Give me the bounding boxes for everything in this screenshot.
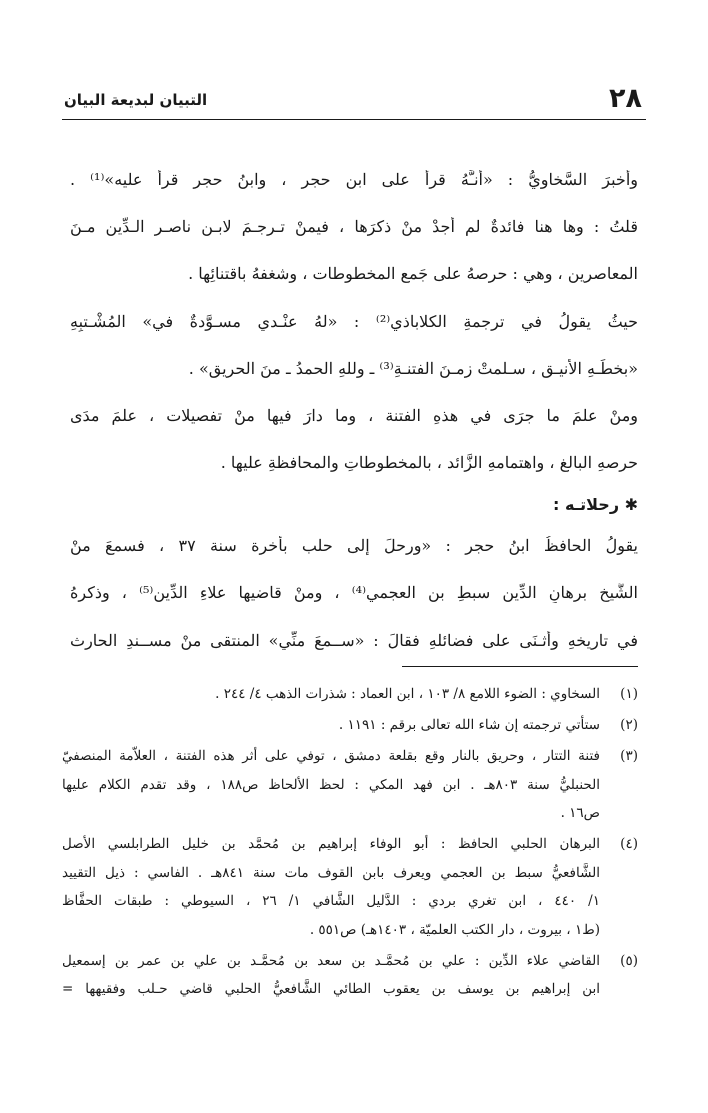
footnote-line: السخاوي : الضوء اللامع ٨/ ١٠٣ ، ابن العماد : شذرات الذهب ٤/ ٢٤٤ .: [215, 686, 600, 702]
footnote-2: [62, 715, 638, 735]
text-line: الشَّيخ برهانِ الدِّين سبطِ بنِ العجمي⁽⁴⁾ ، ومنْ قاضيها علاءِ الدِّين⁽⁵⁾ ، وذكرهُ: [70, 583, 638, 603]
text-line: ومنْ علمَ ما جرَى في هذهِ الفتنة ، وما دارَ فيها منْ تفصيلات ، علمَ مدَى: [70, 405, 638, 425]
footnote-number: (٣): [620, 748, 638, 764]
section-heading: ✱ رحلاتـه :: [552, 494, 638, 514]
footnote-line: ١/ ٤٤٠ ، ابن تغري بردي : الدَّليل الشَّافي ١/ ٢٦ ، السيوطي : طبقات الحفَّاظ: [62, 893, 600, 909]
footnote-line: القاضي علاء الدِّين : علي بن مُحمَّـد بن سعد بن مُحمَّـد بن علي بن عمر بن إسمعيل: [62, 952, 600, 969]
footnote-line: ابن إبراهيم بن يوسف بن يعقوب الطائي الشَّافعيُّ الحلبي قاضي حـلب وفقيهها =: [62, 981, 600, 997]
footnote-1: [62, 684, 638, 704]
footnote-3: [62, 746, 638, 823]
text-line: المعاصرين ، وهي : حرصهُ على جَمعِ المخطوطات ، وشغفهُ باقتنائِها .: [188, 264, 638, 284]
footnote-number: (٥): [620, 952, 638, 969]
footnote-line: ستأتي ترجمته إن شاء الله تعالى برقم : ١١٩١ .: [338, 717, 600, 733]
footnote-5: [62, 951, 638, 1000]
footnote-4: [62, 834, 638, 940]
footnote-line: ص١٦ .: [560, 805, 600, 821]
footnote-number: (٢): [620, 717, 638, 733]
text-line: حرصهِ البالغِ ، واهتمامهِ الزَّائد ، بالمخطوطاتِ والمحافظةِ عليها .: [220, 453, 638, 473]
footnote-separator: [402, 666, 638, 667]
text-line: «بخطِّـهِ الأنيـق ، سـلمتْ زمـنَ الفتنـةِ⁽³⁾ ـ وللهِ الحمدُ ـ منَ الحريقِ» .: [188, 358, 638, 378]
footnote-number: (١): [620, 686, 638, 702]
text-line: حيثُ يقولُ في ترجمةِ الكلاباذي⁽²⁾ : «لهُ عنْـدي مسـوَّدةٌ في» المُشْـتبِهِ: [70, 311, 638, 331]
footnote-line: الحنبليُّ سنة ٨٠٣هـ . ابن فهد المكي : لحظ الألحاظ ص١٨٨ ، وقد تقدم الكلام عليها: [62, 776, 600, 793]
footnotes: [62, 684, 638, 1010]
footnote-number: (٤): [620, 836, 638, 852]
main-text: [70, 170, 638, 678]
header-rule: [62, 119, 646, 120]
running-title: التبيان لبديعة البيان: [64, 91, 208, 109]
text-line: يقولُ الحافظُ ابنُ حجر : «ورحلَ إلى حلب بأخرة سنة ٣٧ ، فسمعَ منْ: [70, 536, 638, 556]
footnote-line: (ط١ ، بيروت ، دار الكتب العلميّة ، ١٤٠٣هـ) ص٥٥١ .: [309, 921, 600, 938]
footnote-line: الشَّافعيُّ سبط بن العجمي ويعرف بابن القوف مات سنة ٨٤١هـ . الفاسي : ذيل التقييد: [62, 864, 600, 881]
text-line: وأخبرَ السَّخاويُّ : «أنـَّهُ قرأَ على ابنِ حجر ، وابنُ حجر قرأ عليه»⁽¹⁾ .: [70, 170, 638, 189]
text-line: قلتُ : وها هنا فائدةٌ لم أجدْ منْ ذكرَها ، فيمنْ تـرجـمَ لابـنِ ناصـر الـدِّين مـنَ: [70, 217, 638, 237]
page-number: ٢٨: [609, 83, 642, 114]
page-header: [62, 84, 646, 116]
footnote-line: البرهان الحلبي الحافظ : أبو الوفاء إبراهيم بن مُحمَّد بن خليل الطرابلسي الأصل: [62, 836, 600, 852]
text-line: في تاريخهِ وأثـنَى على فضائلهِ فقالَ : «ســمعَ منِّي» المنتقى منْ مســندِ الحارث: [70, 630, 638, 650]
footnote-line: فتنة التتار ، وحريق بالنار وقع بقلعة دمشق ، توفي على أثر هذه الفتنة ، العلاّمة المنصفيّ: [62, 748, 600, 764]
